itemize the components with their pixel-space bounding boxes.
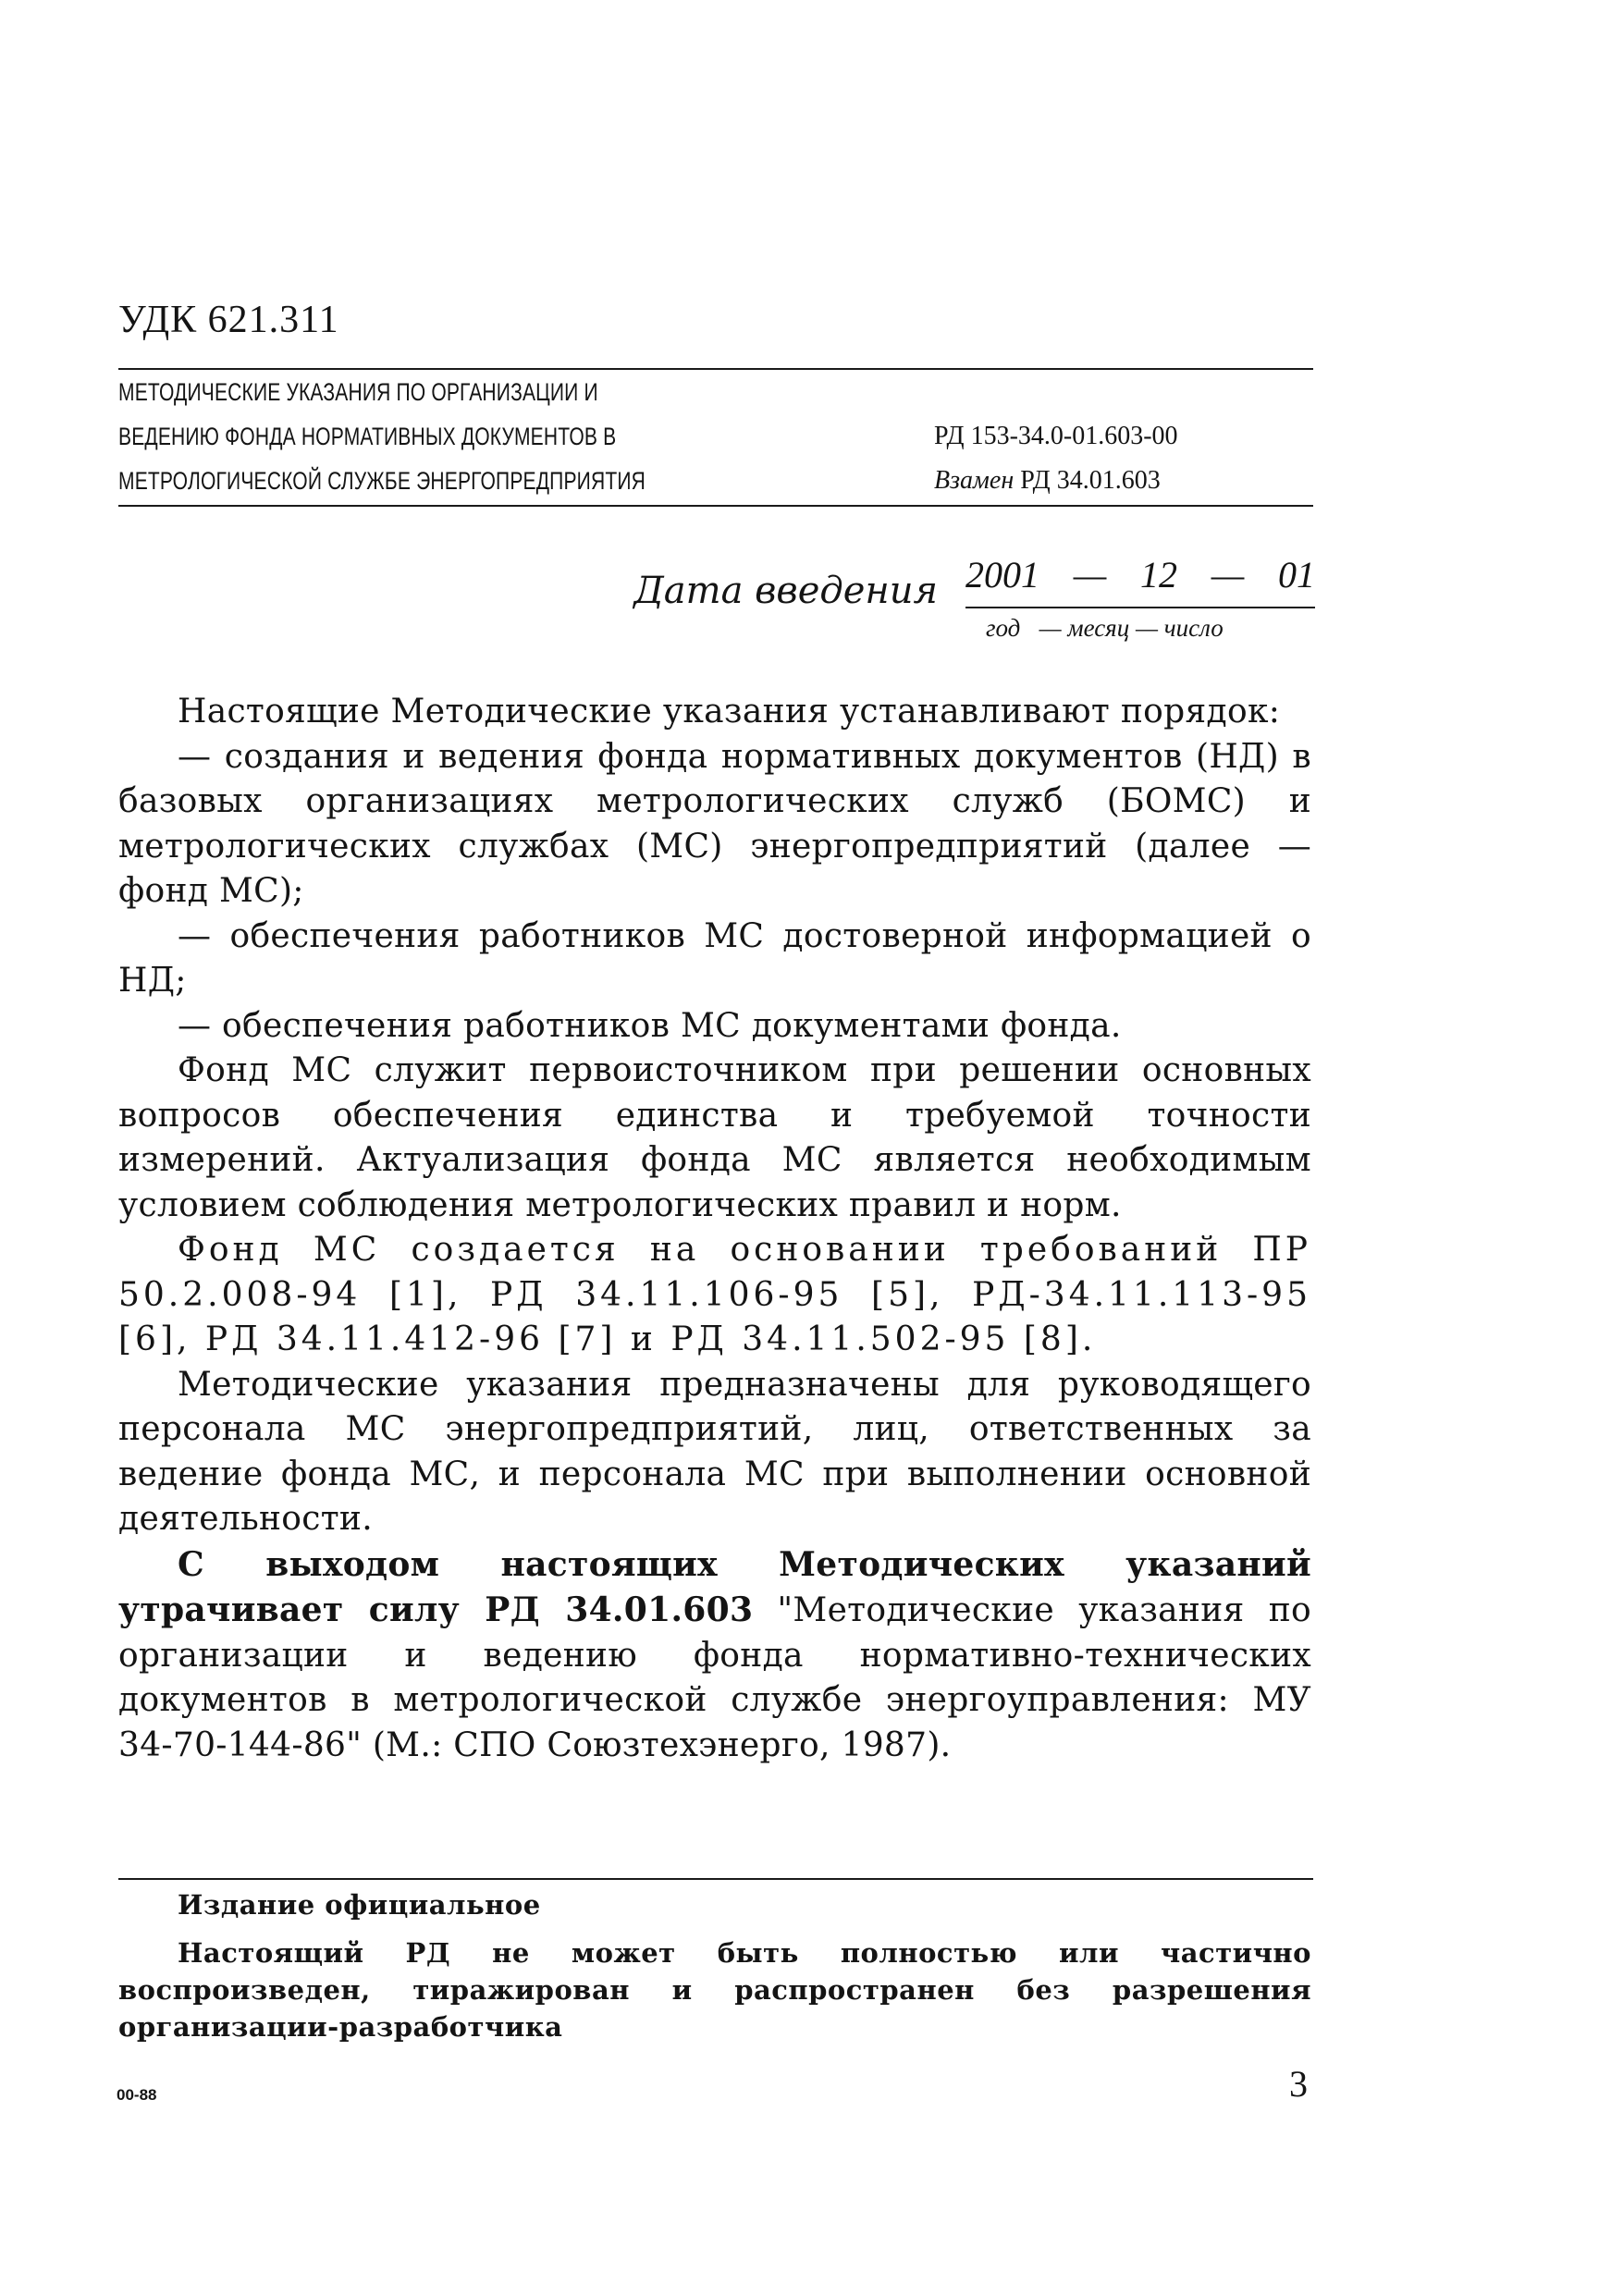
paragraph-8 — [118, 1542, 1311, 1769]
replaces-prefix: Взамен — [934, 466, 1015, 495]
intro-date-year: 2001 — [965, 554, 1039, 595]
document-identifiers — [934, 370, 1178, 495]
paragraph-3: — обеспечения работников МС достоверной информацией о НД; — [118, 916, 1311, 1000]
intro-date-sep-2: — — [1211, 554, 1245, 595]
intro-date-day: 01 — [1277, 554, 1315, 595]
copyright-notice: Настоящий РД не может быть полностью или частично воспроизведен, тиражирован и распространен без разрешения организации-разработчика — [118, 1937, 1311, 2043]
paragraph-8-bold: С выходом настоящих Методических указаний утрачивает силу РД 34.01.603 — [118, 1544, 1311, 1629]
header-bottom-rule — [118, 505, 1313, 507]
edition-note: Издание официальное — [178, 1889, 541, 1921]
paragraph-4: — обеспечения работников МС документами фонда. — [178, 1006, 1122, 1045]
footnote-rule — [118, 1878, 1313, 1880]
paragraph-1: Настоящие Методические указания устанавливают порядок: — [178, 693, 1281, 731]
title-line-1: МЕТОДИЧЕСКИЕ УКАЗАНИЯ ПО ОРГАНИЗАЦИИ И — [118, 378, 598, 406]
footnote — [118, 1886, 1311, 2057]
intro-date-label: Дата введения — [633, 570, 938, 612]
udk-code: УДК 621.311 — [118, 299, 339, 341]
page-number: 3 — [1289, 2063, 1308, 2105]
paragraph-6: Фонд МС создается на основании требований ПР 50.2.008-94 [1], РД 34.11.106-95 [5], РД-34.11.113-95 [6], РД 34.11.412-96 [7] и РД 34.11.502-95 [8]. — [118, 1231, 1311, 1358]
paragraph-8-rest: "Методические указания по организации и ведению фонда нормативно-технических документов в метрологической службе энергоуправления: МУ 34-70-144-86" (М.: СПО Союзтехэнерго, 1987). — [118, 1591, 1311, 1764]
paragraph-2: — создания и ведения фонда нормативных документов (НД) в базовых организациях метрологических служб (БОМС) и метрологических службах (МС) энергопредприятий (далее — фонд МС); — [118, 737, 1311, 910]
doc-number: РД 153-34.0-01.603-00 — [934, 422, 1178, 450]
paragraph-5: Фонд МС служит первоисточником при решении основных вопросов обеспечения единства и требуемой точности измерений. Актуализация фонда МС является необходимым условием соблюдения метрологических правил и норм. — [118, 1051, 1311, 1224]
intro-date-caption: год — месяц — число — [986, 614, 1224, 642]
title-line-3: МЕТРОЛОГИЧЕСКОЙ СЛУЖБЕ ЭНЕРГОПРЕДПРИЯТИЯ — [118, 467, 646, 495]
print-code: 00-88 — [117, 2086, 157, 2104]
intro-date-value — [965, 553, 1315, 596]
paragraph-7: Методические указания предназначены для руководящего персонала МС энергопредприятий, лиц, ответственных за ведение фонда МС, и персонала МС при выполнении основной деятельности. — [118, 1365, 1311, 1538]
document-title — [118, 370, 646, 503]
intro-date-month: 12 — [1139, 554, 1177, 595]
title-line-2: ВЕДЕНИЮ ФОНДА НОРМАТИВНЫХ ДОКУМЕНТОВ В — [118, 423, 617, 450]
replaces-doc: РД 34.01.603 — [1020, 466, 1161, 495]
replaces-line — [934, 459, 1178, 503]
body-text — [118, 690, 1311, 1768]
intro-date-rule — [965, 607, 1315, 608]
intro-date-sep-1: — — [1073, 554, 1107, 595]
